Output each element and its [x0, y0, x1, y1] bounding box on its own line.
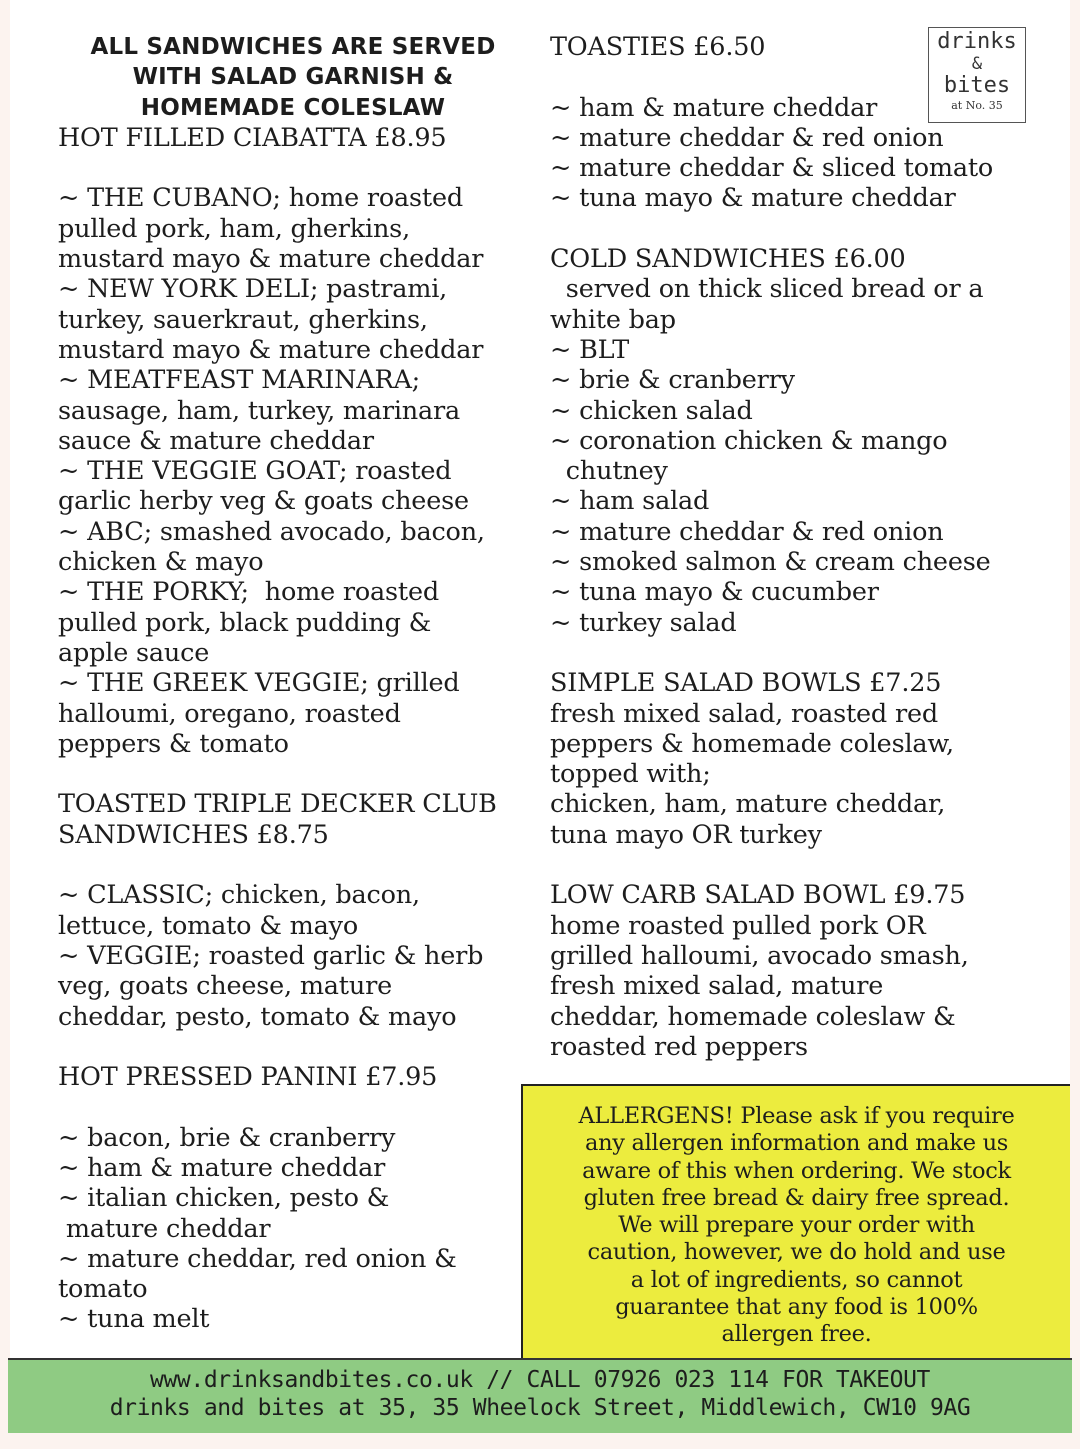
- left-spacer: [58, 153, 528, 183]
- left-menu-line: pulled pork, ham, gherkins,: [58, 213, 410, 244]
- left-menu-line: ~ bacon, brie & cranberry: [58, 1122, 396, 1153]
- left-menu-line: mustard mayo & mature cheddar: [58, 334, 484, 365]
- left-spacer: [58, 1092, 528, 1122]
- right-menu-line: ~ chicken salad: [550, 395, 753, 426]
- left-menu-line: apple sauce: [58, 637, 210, 668]
- allergen-text-line: any allergen information and make us: [584, 1130, 1009, 1157]
- right-menu-line: fresh mixed salad, mature: [550, 971, 884, 1002]
- left-spacer: [58, 759, 528, 789]
- left-menu-line: mature cheddar: [58, 1213, 271, 1244]
- left-menu-line: halloumi, oregano, roasted: [58, 698, 401, 729]
- right-menu-line: home roasted pulled pork OR: [550, 910, 926, 941]
- right-menu-line: roasted red peppers: [550, 1031, 808, 1062]
- left-menu-line: ~ NEW YORK DELI; pastrami,: [58, 274, 448, 305]
- left-menu-line: chicken & mayo: [58, 547, 264, 578]
- left-spacer: [58, 1032, 528, 1062]
- right-menu-line: COLD SANDWICHES £6.00: [550, 244, 906, 275]
- left-menu-line: peppers & tomato: [58, 728, 289, 759]
- right-menu-line: chicken, ham, mature cheddar,: [550, 789, 946, 820]
- left-menu-line: lettuce, tomato & mayo: [58, 910, 358, 941]
- left-menu-line: garlic herby veg & goats cheese: [58, 486, 469, 517]
- right-spacer: [550, 850, 1050, 880]
- right-menu-line: ~ mature cheddar & sliced tomato: [550, 153, 994, 184]
- right-menu-line: white bap: [550, 304, 676, 335]
- right-menu-line: peppers & homemade coleslaw,: [550, 728, 954, 759]
- left-menu-line: ~ tuna melt: [58, 1304, 210, 1335]
- allergen-text-line: caution, however, we do hold and use: [587, 1239, 1006, 1266]
- logo-line-address: at No. 35: [951, 99, 1003, 112]
- logo-line-drinks: drinks: [937, 29, 1017, 54]
- right-menu-line: ~ ham & mature cheddar: [550, 92, 878, 123]
- left-menu-line: sauce & mature cheddar: [58, 425, 374, 456]
- right-menu-line: chutney: [550, 456, 668, 487]
- left-menu-line: TOASTED TRIPLE DECKER CLUB: [58, 789, 497, 820]
- right-menu-line: ~ BLT: [550, 334, 630, 365]
- left-menu-line: HOT FILLED CIABATTA £8.95: [58, 122, 447, 153]
- left-menu-line: SANDWICHES £8.75: [58, 819, 329, 850]
- allergen-text-line: guarantee that any food is 100%: [615, 1294, 978, 1321]
- left-menu-column: [58, 32, 528, 1335]
- allergen-text-line: allergen free.: [721, 1321, 872, 1348]
- left-menu-line: ~ CLASSIC; chicken, bacon,: [58, 880, 420, 911]
- left-menu-line: ~ italian chicken, pesto &: [58, 1183, 390, 1214]
- right-menu-column: [550, 32, 1050, 1062]
- right-menu-line: TOASTIES £6.50: [550, 32, 766, 62]
- left-menu-line: veg, goats cheese, mature: [58, 971, 392, 1002]
- drinks-and-bites-logo: [928, 27, 1026, 123]
- right-spacer: [550, 214, 1050, 244]
- right-menu-line: topped with;: [550, 759, 711, 790]
- footer-address: drinks and bites at 35, 35 Wheelock Street, Middlewich, CW10 9AG: [109, 1394, 971, 1421]
- logo-line-ampersand: &: [971, 54, 983, 74]
- right-menu-line: ~ ham salad: [550, 486, 710, 517]
- allergen-text-line: gluten free bread & dairy free spread.: [583, 1184, 1010, 1211]
- allergen-notice: [521, 1084, 1070, 1358]
- left-menu-line: turkey, sauerkraut, gherkins,: [58, 304, 428, 335]
- right-menu-line: ~ mature cheddar & red onion: [550, 516, 944, 547]
- footer-website-phone: www.drinksandbites.co.uk // CALL 07926 023 114 FOR TAKEOUT: [150, 1367, 930, 1393]
- logo-line-bites: bites: [943, 73, 1011, 98]
- left-bold-heading: ALL SANDWICHES ARE SERVED: [90, 34, 496, 60]
- allergen-text-line: We will prepare your order with: [618, 1212, 975, 1239]
- footer-contact-bar: [8, 1358, 1072, 1433]
- left-menu-line: ~ THE PORKY; home roasted: [58, 577, 439, 608]
- left-menu-line: ~ ham & mature cheddar: [58, 1152, 386, 1183]
- left-menu-line: tomato: [58, 1274, 148, 1305]
- left-menu-line: ~ VEGGIE; roasted garlic & herb: [58, 940, 484, 971]
- right-menu-line: fresh mixed salad, roasted red: [550, 698, 938, 729]
- right-menu-line: ~ mature cheddar & red onion: [550, 122, 944, 153]
- right-menu-line: ~ smoked salmon & cream cheese: [550, 547, 991, 578]
- left-menu-line: ~ MEATFEAST MARINARA;: [58, 365, 421, 396]
- right-menu-line: cheddar, homemade coleslaw &: [550, 1001, 956, 1032]
- right-menu-line: SIMPLE SALAD BOWLS £7.25: [550, 668, 942, 699]
- right-menu-line: LOW CARB SALAD BOWL £9.75: [550, 880, 966, 911]
- left-menu-line: sausage, ham, turkey, marinara: [58, 395, 461, 426]
- left-bold-heading: HOMEMADE COLESLAW: [140, 94, 446, 121]
- left-bold-heading: WITH SALAD GARNISH &: [132, 64, 454, 91]
- allergen-text-line: aware of this when ordering. We stock: [582, 1157, 1011, 1184]
- right-menu-line: tuna mayo OR turkey: [550, 819, 822, 850]
- right-menu-line: ~ tuna mayo & cucumber: [550, 577, 879, 608]
- left-menu-line: ~ mature cheddar, red onion &: [58, 1243, 457, 1274]
- left-menu-line: cheddar, pesto, tomato & mayo: [58, 1001, 457, 1032]
- left-menu-line: ~ THE GREEK VEGGIE; grilled: [58, 668, 460, 699]
- right-menu-line: ~ tuna mayo & mature cheddar: [550, 183, 956, 214]
- right-menu-line: ~ brie & cranberry: [550, 365, 795, 396]
- allergen-text-line: ALLERGENS! Please ask if you require: [578, 1103, 1015, 1129]
- right-menu-line: ~ turkey salad: [550, 607, 737, 638]
- left-menu-line: ~ THE VEGGIE GOAT; roasted: [58, 456, 452, 487]
- left-menu-line: ~ ABC; smashed avocado, bacon,: [58, 516, 485, 547]
- right-menu-line: grilled halloumi, avocado smash,: [550, 940, 969, 971]
- left-menu-line: HOT PRESSED PANINI £7.95: [58, 1062, 438, 1093]
- left-menu-line: mustard mayo & mature cheddar: [58, 244, 484, 275]
- left-spacer: [58, 850, 528, 880]
- left-menu-line: pulled pork, black pudding &: [58, 607, 432, 638]
- allergen-text-line: a lot of ingredients, so cannot: [630, 1266, 963, 1293]
- left-menu-line: ~ THE CUBANO; home roasted: [58, 183, 463, 214]
- right-menu-line: ~ coronation chicken & mango: [550, 425, 948, 456]
- right-menu-line: served on thick sliced bread or a: [550, 274, 984, 305]
- right-spacer: [550, 638, 1050, 668]
